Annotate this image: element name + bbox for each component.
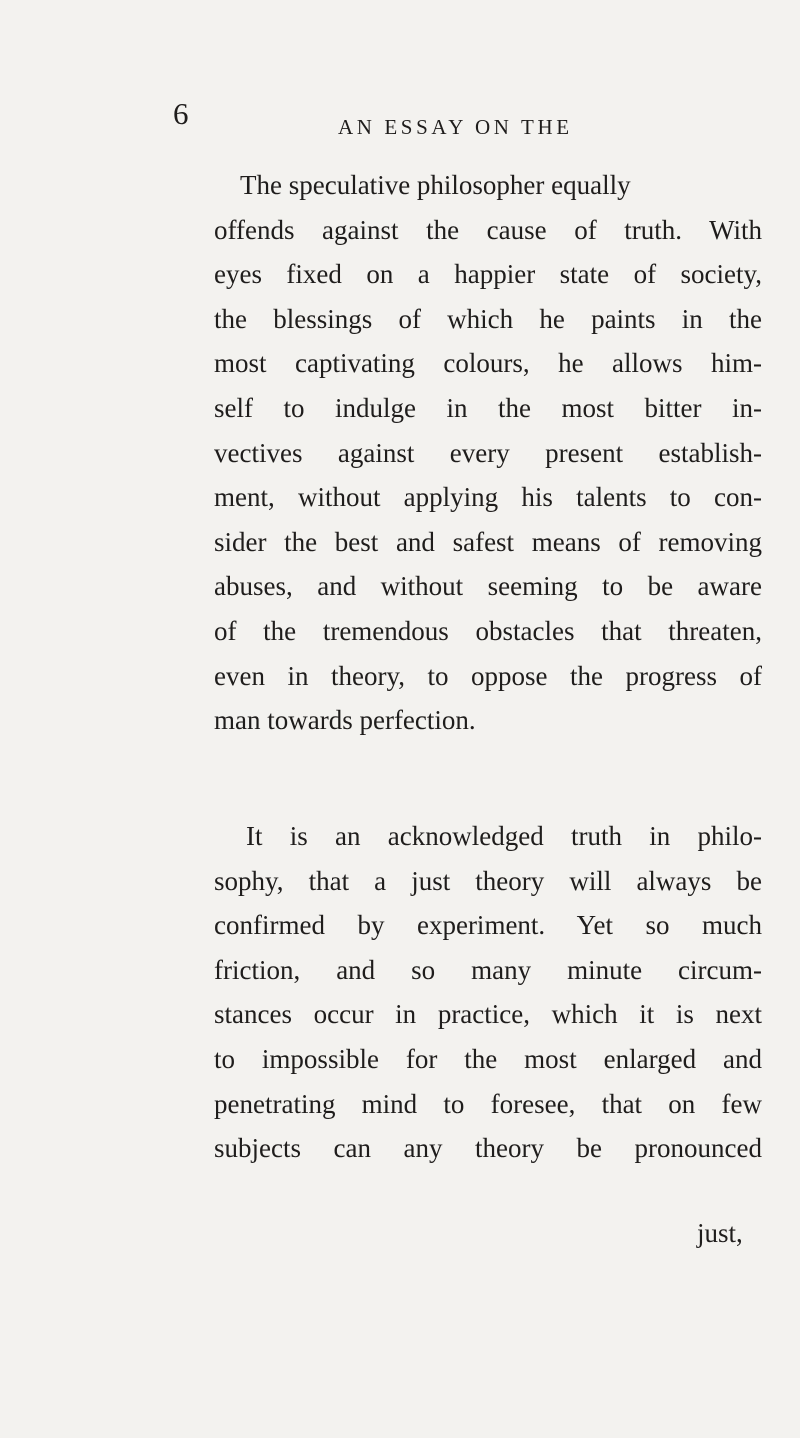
text-line: penetrating mind to foresee, that on few	[214, 1088, 762, 1119]
catchword: just,	[697, 1218, 743, 1248]
text-line: ment, without applying his talents to con-	[214, 482, 762, 513]
text-line: eyes fixed on a happier state of society,	[214, 259, 762, 290]
paragraph-1	[214, 163, 762, 743]
paragraph-2	[214, 814, 762, 1171]
page-number: 6	[173, 96, 189, 131]
text-line: It is an acknowledged truth in philo-	[246, 821, 762, 851]
text-line: sophy, that a just theory will always be	[214, 865, 762, 896]
text-line: confirmed by experiment. Yet so much	[214, 910, 762, 941]
text-line: offends against the cause of truth. With	[214, 214, 762, 245]
text-line: subjects can any theory be pronounced	[214, 1133, 762, 1164]
text-line: the blessings of which he paints in the	[214, 303, 762, 334]
text-line: stances occur in practice, which it is next	[214, 999, 762, 1030]
text-line: friction, and so many minute circum-	[214, 954, 762, 985]
text-line: sider the best and safest means of removing	[214, 526, 762, 557]
text-line: The speculative philosopher equally	[240, 170, 631, 200]
text-line: vectives against every present establish-	[214, 437, 762, 468]
text-line: to impossible for the most enlarged and	[214, 1043, 762, 1074]
text-line: man towards perfection.	[214, 705, 476, 736]
running-head: AN ESSAY ON THE	[338, 115, 573, 139]
text-line: self to indulge in the most bitter in-	[214, 392, 762, 423]
text-line: even in theory, to oppose the progress of	[214, 660, 762, 691]
text-line: abuses, and without seeming to be aware	[214, 571, 762, 602]
text-line: of the tremendous obstacles that threaten,	[214, 615, 762, 646]
text-line: most captivating colours, he allows him-	[214, 348, 762, 379]
